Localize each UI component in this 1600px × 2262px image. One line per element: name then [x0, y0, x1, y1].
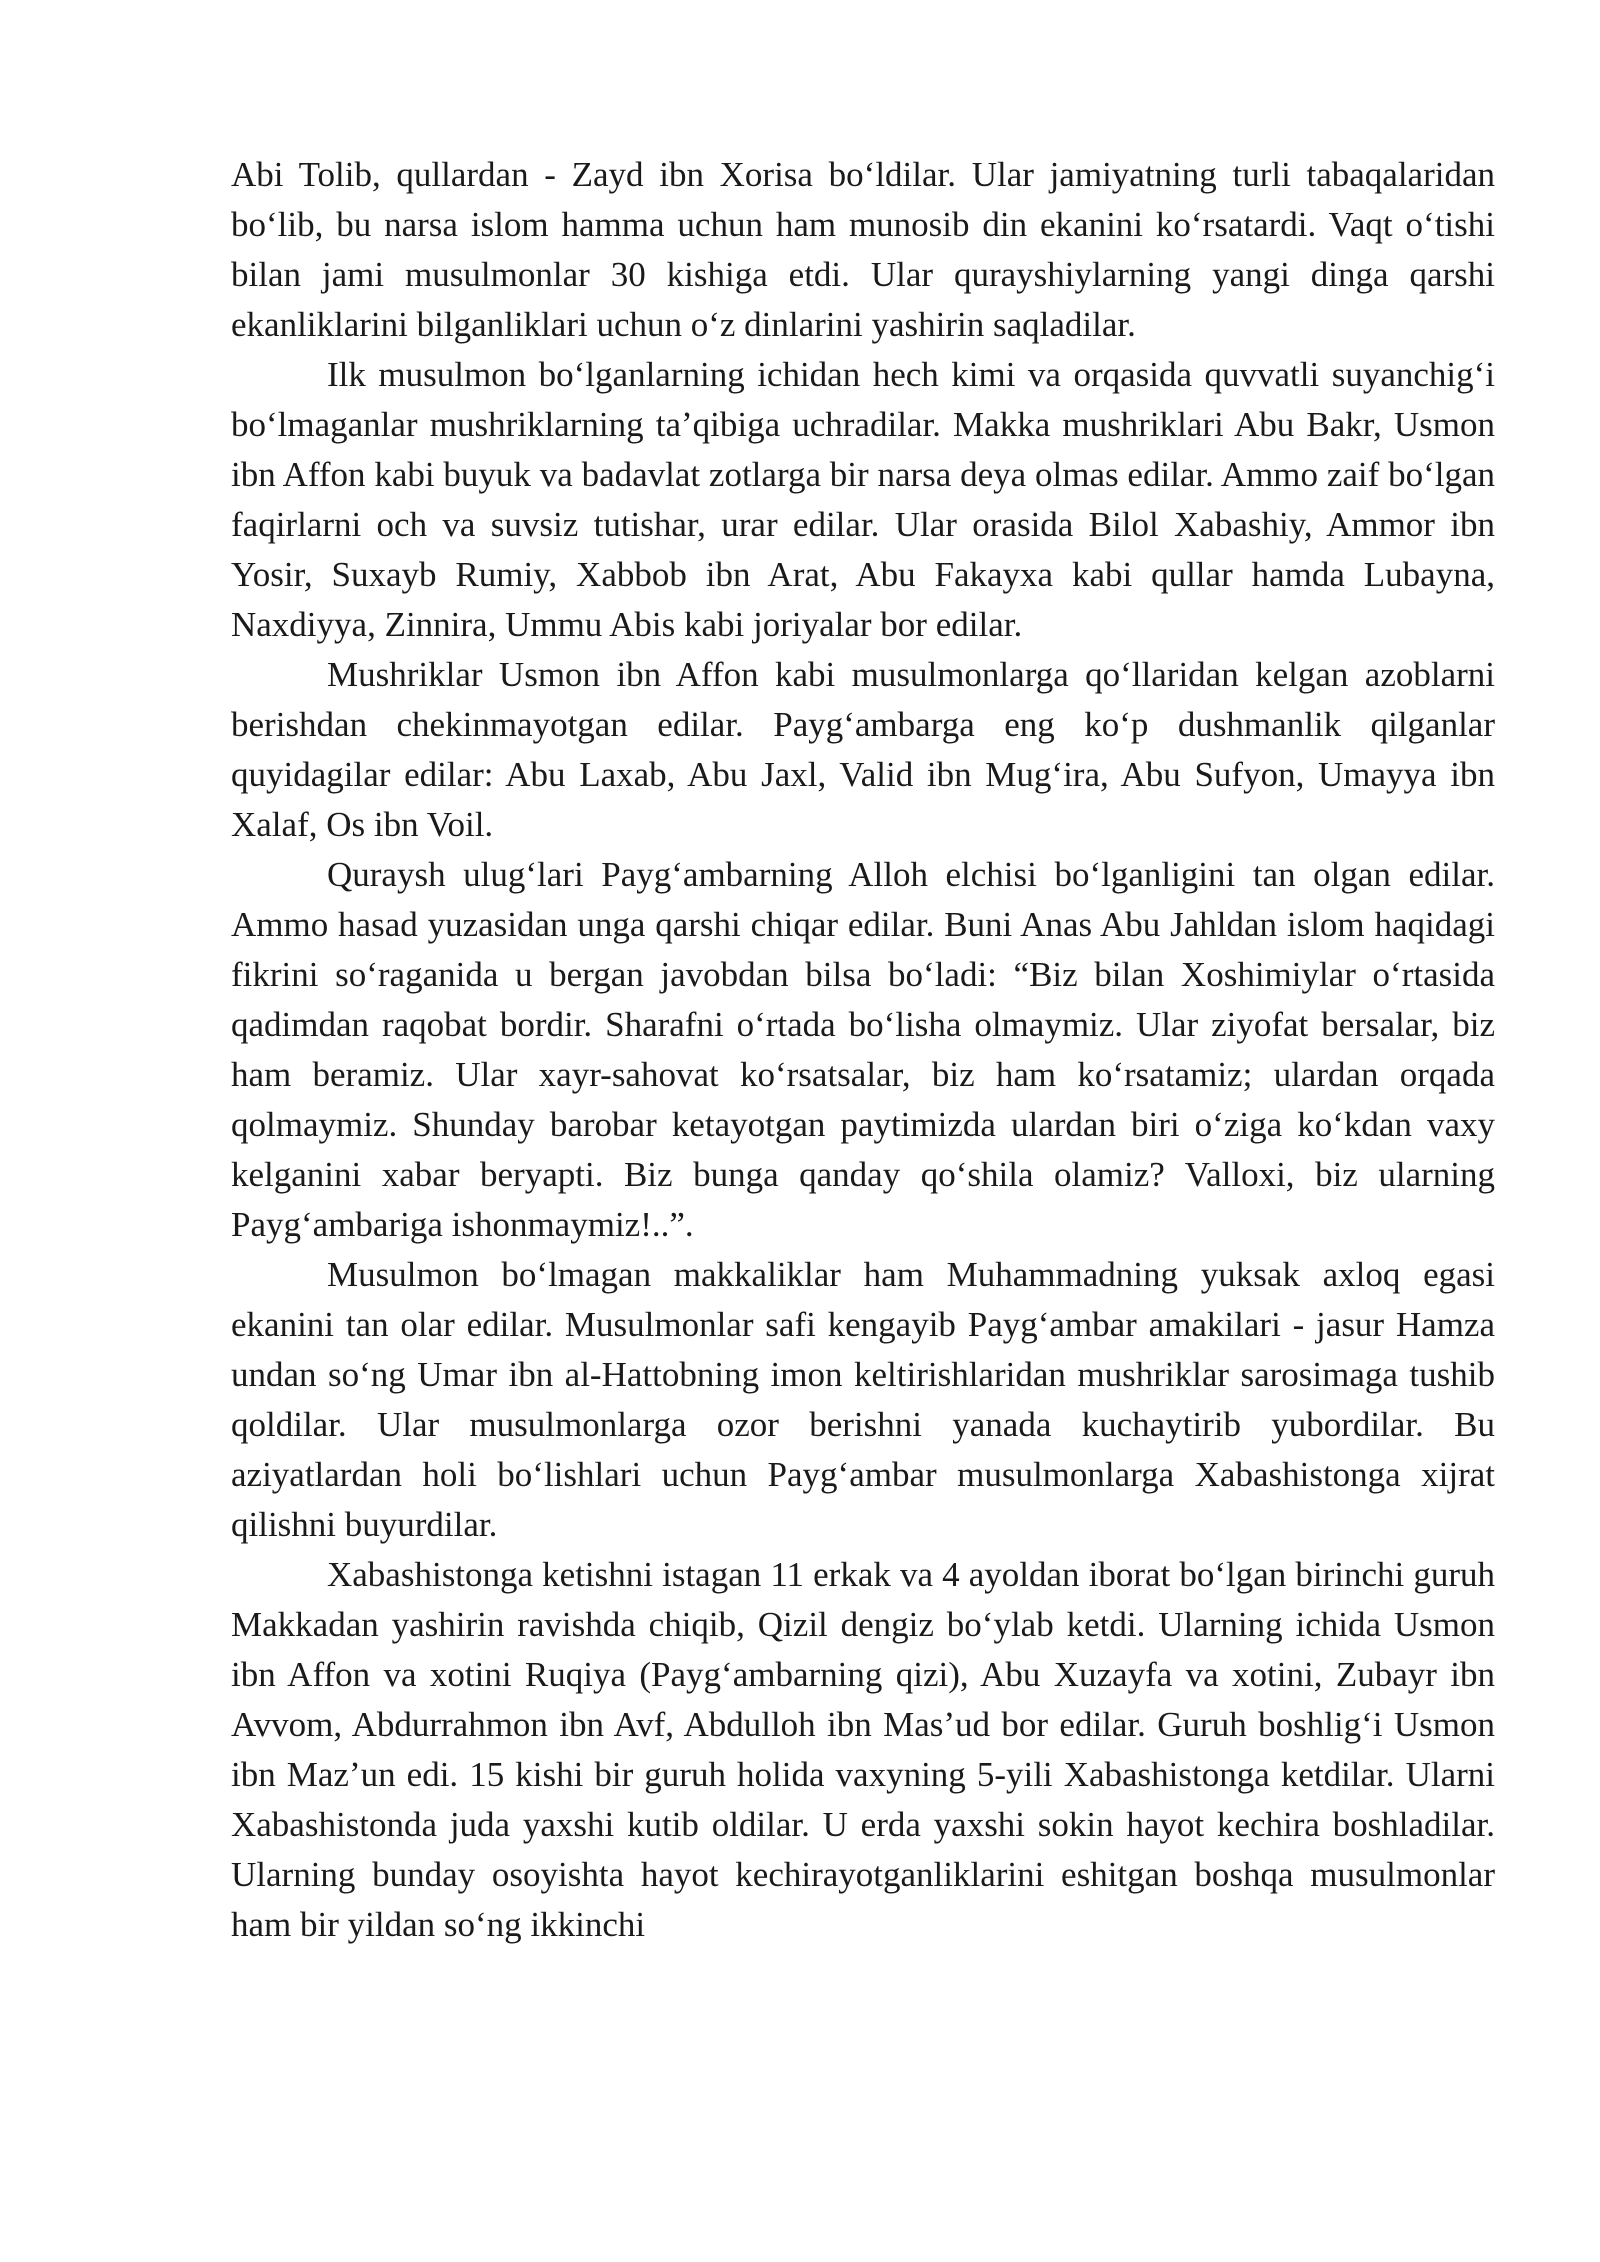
paragraph-1: Abi Tolib, qullardan - Zayd ibn Xorisa boʻldilar. Ular jamiyatning turli tabaqalaridan boʻlib, bu narsa islom hamma uchun ham munosib din ekanini koʻrsatardi. Vaqt oʻtishi bilan jami musulmonlar 30 kishiga etdi. Ular qurayshiylarning yangi dinga qarshi ekanliklarini bilganliklari uchun oʻz dinlarini yashirin saqladilar. [231, 155, 1495, 344]
paragraph-3: Mushriklar Usmon ibn Affon kabi musulmonlarga qoʻllaridan kelgan azoblarni berishdan chekinmayotgan edilar. Paygʻambarga eng koʻp dushmanlik qilganlar quyidagilar edilar: Abu Laxab, Abu Jaxl, Valid ibn Mugʻira, Abu Sufyon, Umayya ibn Xalaf, Os ibn Voil. [231, 655, 1495, 844]
document-body [231, 150, 1495, 1950]
paragraph-2: Ilk musulmon boʻlganlarning ichidan hech kimi va orqasida quvvatli suyanchigʻi boʻlmaganlar mushriklarning taʼqibiga uchradilar. Makka mushriklari Abu Bakr, Usmon ibn Affon kabi buyuk va badavlat zotlarga bir narsa deya olmas edilar. Ammo zaif boʻlgan faqirlarni och va suvsiz tutishar, urar edilar. Ular orasida Bilol Xabashiy, Ammor ibn Yosir, Suxayb Rumiy, Xabbob ibn Arat, Abu Fakayxa kabi qullar hamda Lubayna, Naxdiyya, Zinnira, Ummu Abis kabi joriyalar bor edilar. [231, 355, 1495, 644]
paragraph-6: Xabashistonga ketishni istagan 11 erkak va 4 ayoldan iborat boʻlgan birinchi guruh Makkadan yashirin ravishda chiqib, Qizil dengiz boʻylab ketdi. Ularning ichida Usmon ibn Affon va xotini Ruqiya (Paygʻambarning qizi), Abu Xuzayfa va xotini, Zubayr ibn Avvom, Abdurrahmon ibn Avf, Abdulloh ibn Masʼud bor edilar. Guruh boshligʻi Usmon ibn Mazʼun edi. 15 kishi bir guruh holida vaxyning 5-yili Xabashistonga ketdilar. Ularni Xabashistonda juda yaxshi kutib oldilar. U erda yaxshi sokin hayot kechira boshladilar. Ularning bunday osoyishta hayot kechirayotganliklarini eshitgan boshqa musulmonlar ham bir yildan soʻng ikkinchi [231, 1555, 1495, 1944]
paragraph-5: Musulmon boʻlmagan makkaliklar ham Muhammadning yuksak axloq egasi ekanini tan olar edilar. Musulmonlar safi kengayib Paygʻambar amakilari - jasur Hamza undan soʻng Umar ibn al-Hattobning imon keltirishlaridan mushriklar sarosimaga tushib qoldilar. Ular musulmonlarga ozor berishni yanada kuchaytirib yubordilar. Bu aziyatlardan holi boʻlishlari uchun Paygʻambar musulmonlarga Xabashistonga xijrat qilishni buyurdilar. [231, 1255, 1495, 1544]
paragraph-4: Quraysh ulugʻlari Paygʻambarning Alloh elchisi boʻlganligini tan olgan edilar. Ammo hasad yuzasidan unga qarshi chiqar edilar. Buni Anas Abu Jahldan islom haqidagi fikrini soʻraganida u bergan javobdan bilsa boʻladi: “Biz bilan Xoshimiylar oʻrtasida qadimdan raqobat bordir. Sharafni oʻrtada boʻlisha olmaymiz. Ular ziyofat bersalar, biz ham beramiz. Ular xayr-sahovat koʻrsatsalar, biz ham koʻrsatamiz; ulardan orqada qolmaymiz. Shunday barobar ketayotgan paytimizda ulardan biri oʻziga koʻkdan vaxy kelganini xabar beryapti. Biz bunga qanday qoʻshila olamiz? Valloxi, biz ularning Paygʻambariga ishonmaymiz!..”. [231, 855, 1495, 1244]
